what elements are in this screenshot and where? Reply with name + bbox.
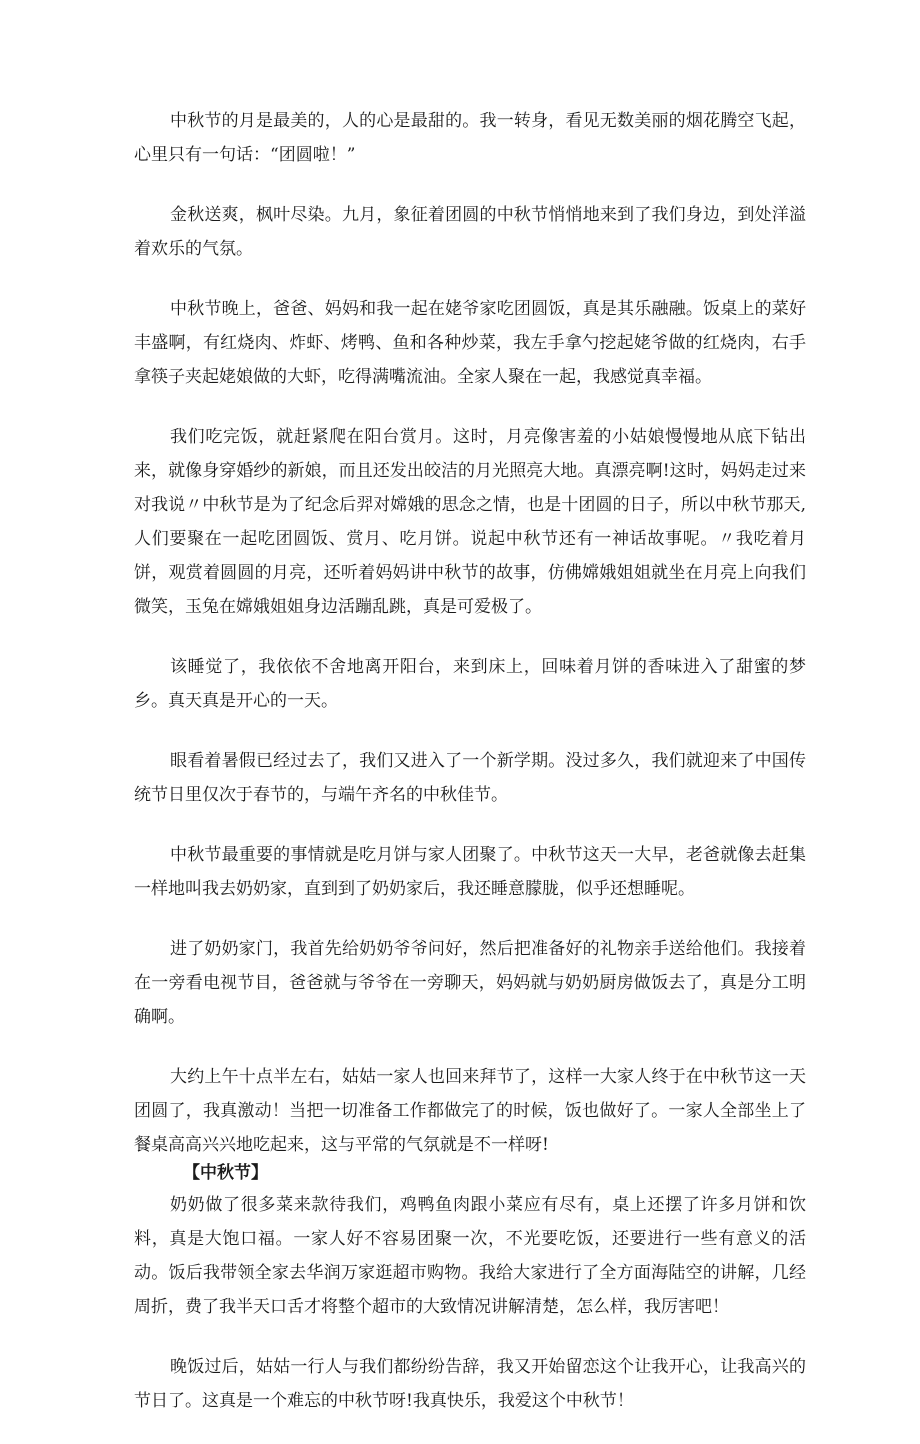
paragraph-2: 金秋送爽，枫叶尽染。九月，象征着团圆的中秋节悄悄地来到了我们身边，到处洋溢着欢乐的气氛。 <box>134 205 806 259</box>
document-body <box>134 104 806 1444</box>
paragraph-9: 大约上午十点半左右，姑姑一家人也回来拜节了，这样一大家人终于在中秋节这一天团圆了，我真激动！当把一切准备工作都做完了的时候，饭也做好了。一家人全部坐上了餐桌高高兴兴地吃起来，这与平常的气氛就是不一样呀! <box>134 1067 806 1155</box>
paragraph-10: 奶奶做了很多菜来款待我们，鸡鸭鱼肉跟小菜应有尽有，桌上还摆了许多月饼和饮料，真是大饱口福。一家人好不容易团聚一次，不光要吃饭，还要进行一些有意义的活动。饭后我带领全家去华润万家逛超市购物。我给大家进行了全方面海陆空的讲解，几经周折，费了我半天口舌才将整个超市的大致情况讲解清楚，怎么样，我厉害吧！ <box>134 1195 806 1317</box>
paragraph-1: 中秋节的月是最美的，人的心是最甜的。我一转身，看见无数美丽的烟花腾空飞起，心里只有一句话：“团圆啦！” <box>134 111 806 165</box>
section-title: 【中秋节】 <box>183 1163 268 1183</box>
paragraph-7: 中秋节最重要的事情就是吃月饼与家人团聚了。中秋节这天一大早，老爸就像去赶集一样地叫我去奶奶家，直到到了奶奶家后，我还睡意朦胧，似乎还想睡呢。 <box>134 845 806 899</box>
paragraph-6: 眼看着暑假已经过去了，我们又进入了一个新学期。没过多久，我们就迎来了中国传统节日里仅次于春节的，与端午齐名的中秋佳节。 <box>134 751 806 805</box>
paragraph-3: 中秋节晚上，爸爸、妈妈和我一起在姥爷家吃团圆饭，真是其乐融融。饭桌上的菜好丰盛啊，有红烧肉、炸虾、烤鸭、鱼和各种炒菜，我左手拿勺挖起姥爷做的红烧肉，右手拿筷子夹起姥娘做的大虾，吃得满嘴流油。全家人聚在一起，我感觉真幸福。 <box>134 299 806 387</box>
paragraph-11: 晚饭过后，姑姑一行人与我们都纷纷告辞，我又开始留恋这个让我开心，让我高兴的节日了。这真是一个难忘的中秋节呀!我真快乐，我爱这个中秋节！ <box>134 1357 806 1411</box>
paragraph-4: 我们吃完饭，就赶紧爬在阳台赏月。这时，月亮像害羞的小姑娘慢慢地从底下钻出来，就像身穿婚纱的新娘，而且还发出皎洁的月光照亮大地。真漂亮啊!这时，妈妈走过来对我说〃中秋节是为了纪念后羿对嫦娥的思念之情，也是十团圆的日子，所以中秋节那天,人们要聚在一起吃团圆饭、赏月、吃月饼。说起中秋节还有一神话故事呢。〃我吃着月饼，观赏着圆圆的月亮，还听着妈妈讲中秋节的故事，仿佛嫦娥姐姐就坐在月亮上向我们微笑，玉兔在嫦娥姐姐身边活蹦乱跳，真是可爱极了。 <box>134 427 806 617</box>
paragraph-5: 该睡觉了，我依依不舍地离开阳台，来到床上，回味着月饼的香味进入了甜蜜的梦乡。真天真是开心的一天。 <box>134 657 806 711</box>
paragraph-8: 进了奶奶家门，我首先给奶奶爷爷问好，然后把准备好的礼物亲手送给他们。我接着在一旁看电视节目，爸爸就与爷爷在一旁聊天，妈妈就与奶奶厨房做饭去了，真是分工明确啊。 <box>134 939 806 1027</box>
